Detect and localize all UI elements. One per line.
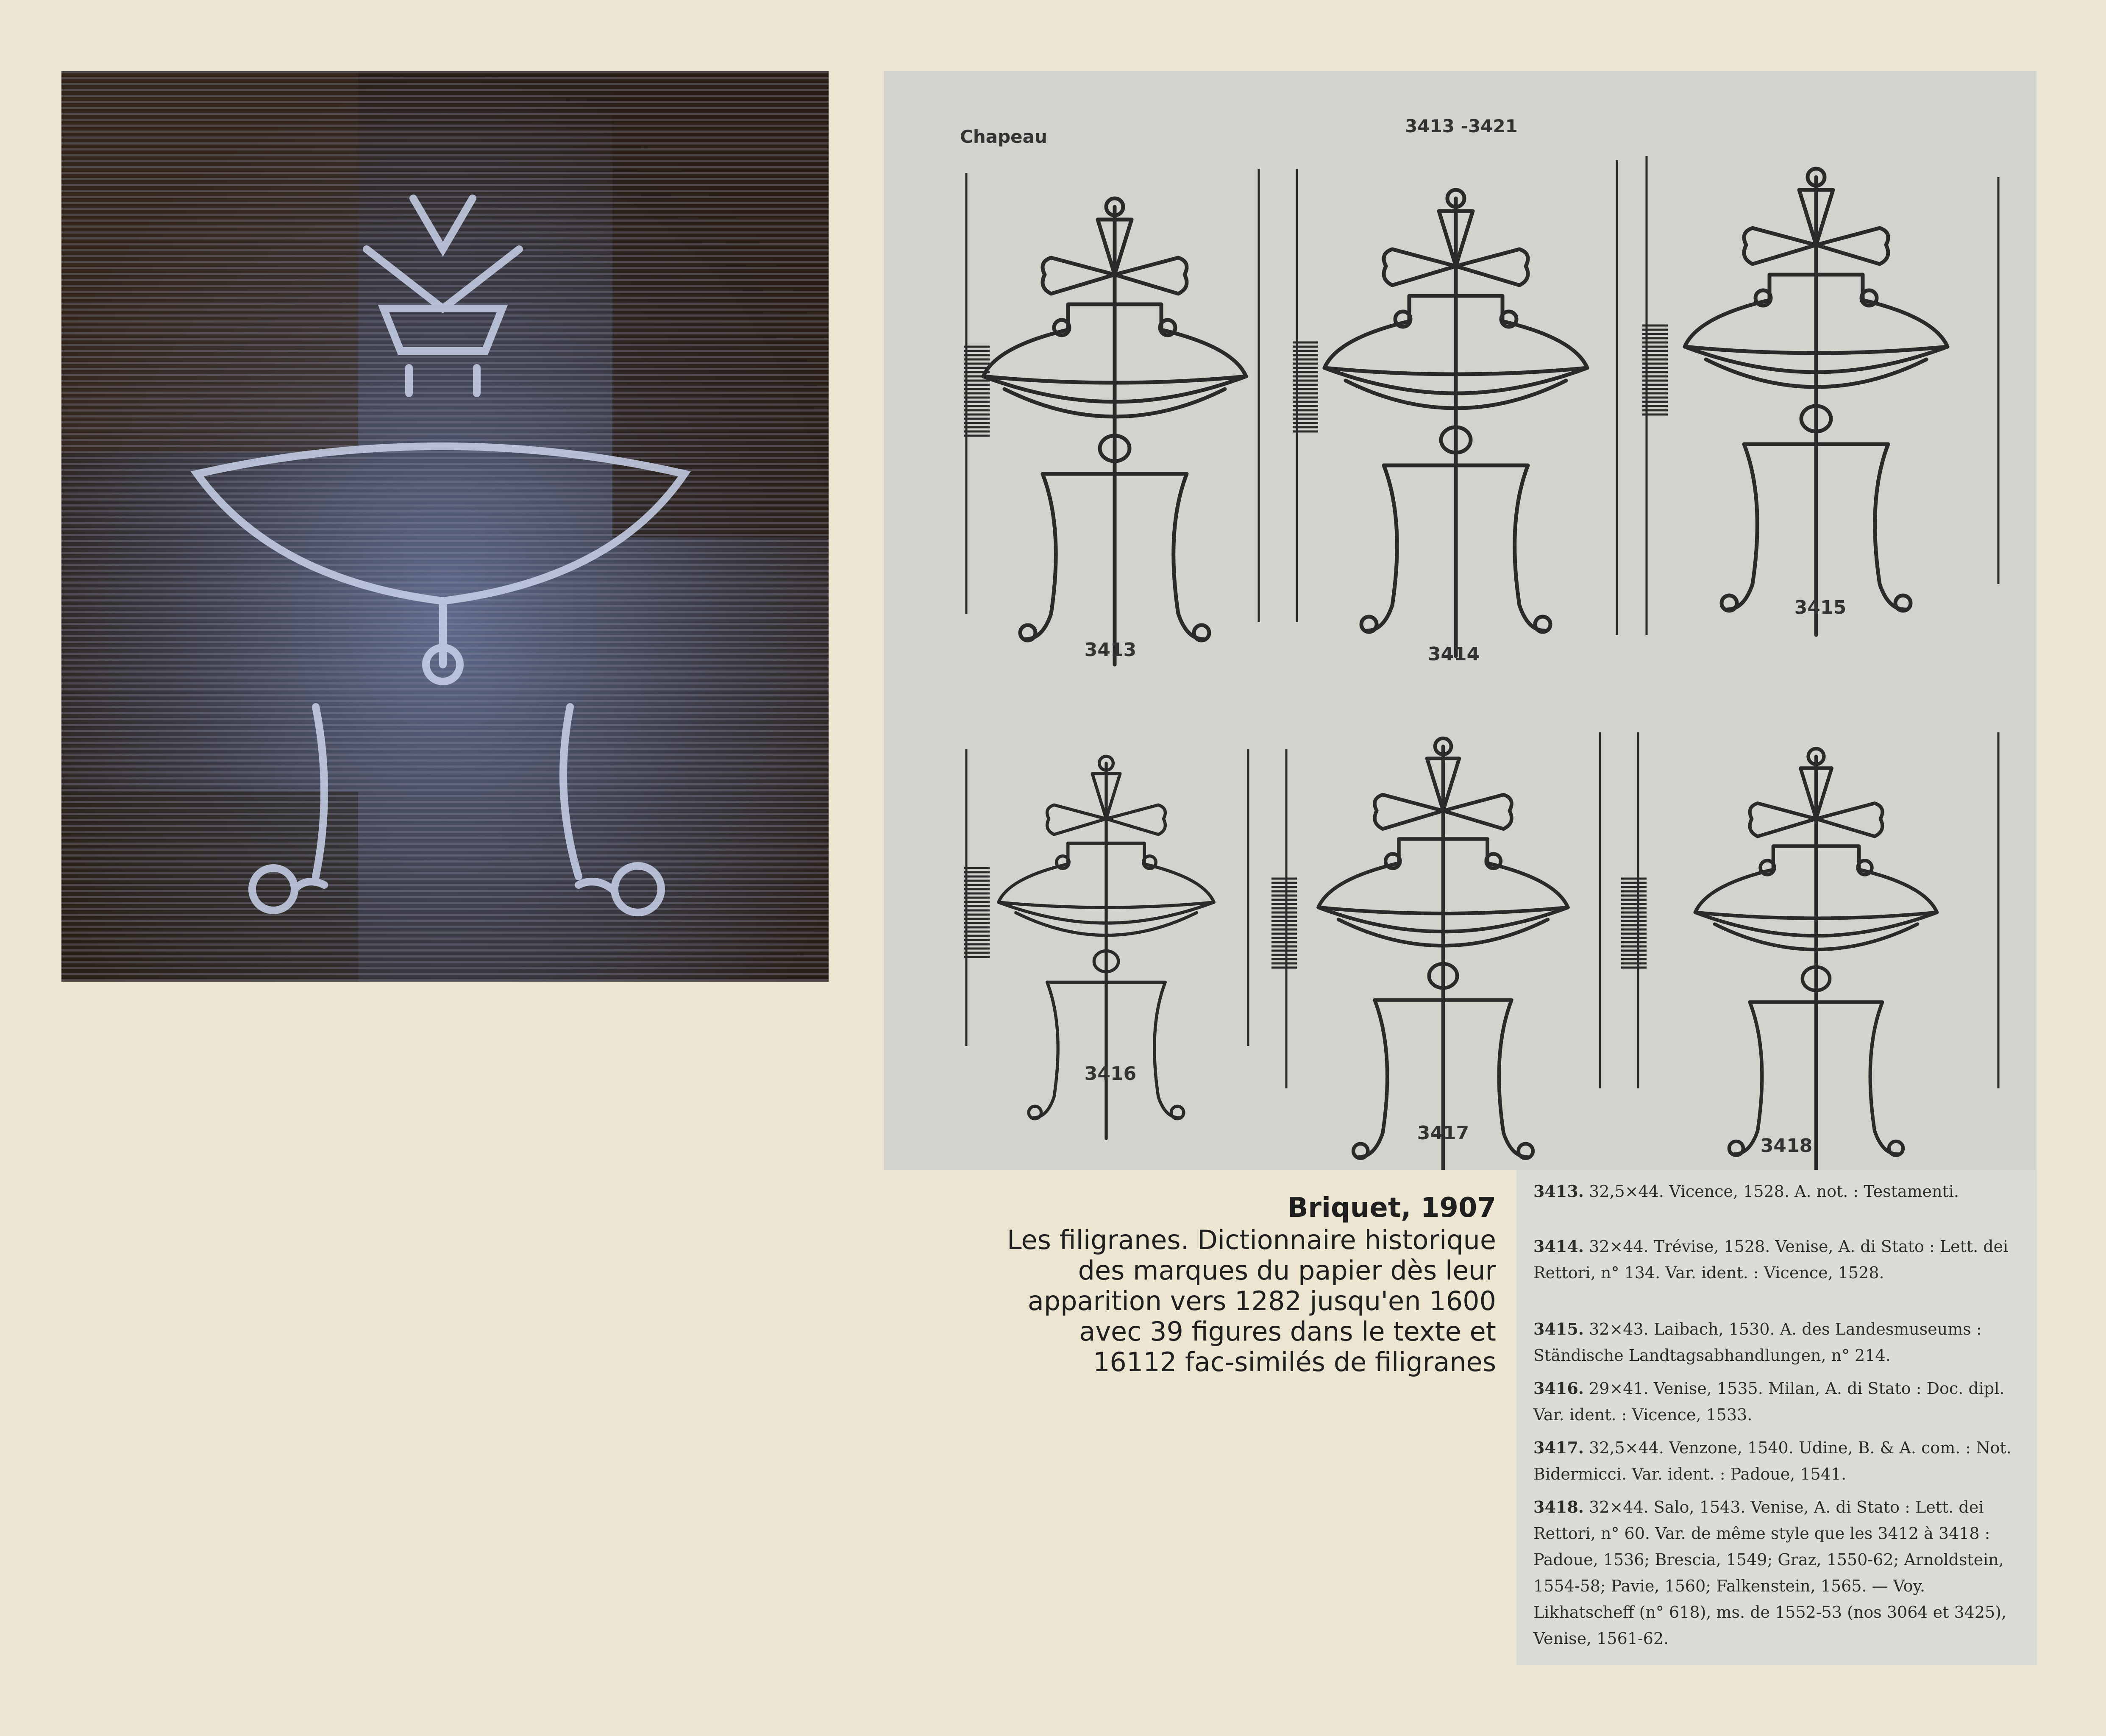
caption-line: 16112 fac-similés de filigranes bbox=[1093, 1347, 1496, 1377]
entry-text: 32×44. Salo, 1543. Venise, A. di Stato : Lett. dei Rettori, n° 60. Var. de même style que les 3412 à 3418 : Padoue, 1536; Brescia, 1549; Graz, 1550-62; Arnoldstein, 1554-58; Pavie, 1560; Falkenstein, 1565. — Voy. Likhatscheff (n° 618), ms. de 1552-53 (nos 3064 et 3425), Venise, 1561-62. bbox=[1533, 1498, 2007, 1648]
entry-text: 32×44. Trévise, 1528. Venise, A. di Stato : Lett. dei Rettori, n° 134. Var. ident. : Vicence, 1528. bbox=[1533, 1237, 2009, 1282]
index-entry bbox=[1533, 1178, 2025, 1205]
figure-number-3415: 3415 bbox=[1794, 597, 1847, 618]
index-entry bbox=[1533, 1494, 2025, 1652]
briquet-plate bbox=[884, 71, 2036, 1170]
entry-number: 3417. bbox=[1533, 1438, 1584, 1457]
entry-text: 32×43. Laibach, 1530. A. des Landesmuseums : Ständische Landtagsabhandlungen, n° 214. bbox=[1533, 1320, 1982, 1365]
caption-line: avec 39 figures dans le texte et bbox=[1079, 1316, 1496, 1347]
watermark-3415 bbox=[1685, 169, 1947, 635]
entry-number: 3414. bbox=[1533, 1237, 1584, 1256]
watermark-3418 bbox=[1695, 748, 1937, 1170]
caption-line: Les filigranes. Dictionnaire historique bbox=[1007, 1224, 1496, 1255]
figure-number-3418: 3418 bbox=[1760, 1135, 1813, 1157]
watermark-photo-svg bbox=[61, 71, 829, 982]
entry-text: 29×41. Venise, 1535. Milan, A. di Stato : Doc. dipl. Var. ident. : Vicence, 1533. bbox=[1533, 1379, 2005, 1424]
entry-text: 32,5×44. Venzone, 1540. Udine, B. & A. com. : Not. Bidermicci. Var. ident. : Padoue, 1541. bbox=[1533, 1438, 2011, 1483]
index-page-excerpt bbox=[1516, 1170, 2037, 1665]
plate-drawings bbox=[884, 71, 2036, 1170]
watermark-photograph bbox=[61, 71, 829, 982]
plate-heading: Chapeau bbox=[960, 126, 1047, 147]
caption-line: des marques du papier dès leur bbox=[1078, 1255, 1496, 1286]
watermark-3413 bbox=[983, 198, 1246, 665]
watermark-3414 bbox=[1324, 190, 1587, 656]
entry-number: 3415. bbox=[1533, 1319, 1584, 1338]
figure-number-3413: 3413 bbox=[1084, 639, 1137, 661]
watermark-3417 bbox=[1319, 738, 1568, 1170]
entry-number: 3416. bbox=[1533, 1379, 1584, 1398]
caption-title: Briquet, 1907 bbox=[1287, 1192, 1496, 1224]
caption bbox=[848, 1191, 1496, 1377]
figure-number-3417: 3417 bbox=[1417, 1122, 1469, 1144]
plate-range: 3413 -3421 bbox=[1405, 116, 1518, 136]
figure-number-3416: 3416 bbox=[1084, 1063, 1137, 1085]
entry-number: 3418. bbox=[1533, 1497, 1584, 1516]
index-entry bbox=[1533, 1435, 2025, 1487]
figure-number-3414: 3414 bbox=[1427, 643, 1480, 665]
caption-line: apparition vers 1282 jusqu'en 1600 bbox=[1027, 1285, 1496, 1316]
index-entry bbox=[1533, 1316, 2025, 1369]
entry-text: 32,5×44. Vicence, 1528. A. not. : Testamenti. bbox=[1589, 1182, 1959, 1201]
entry-number: 3413. bbox=[1533, 1182, 1584, 1201]
index-entry bbox=[1533, 1375, 2025, 1428]
index-entry bbox=[1533, 1233, 2025, 1286]
